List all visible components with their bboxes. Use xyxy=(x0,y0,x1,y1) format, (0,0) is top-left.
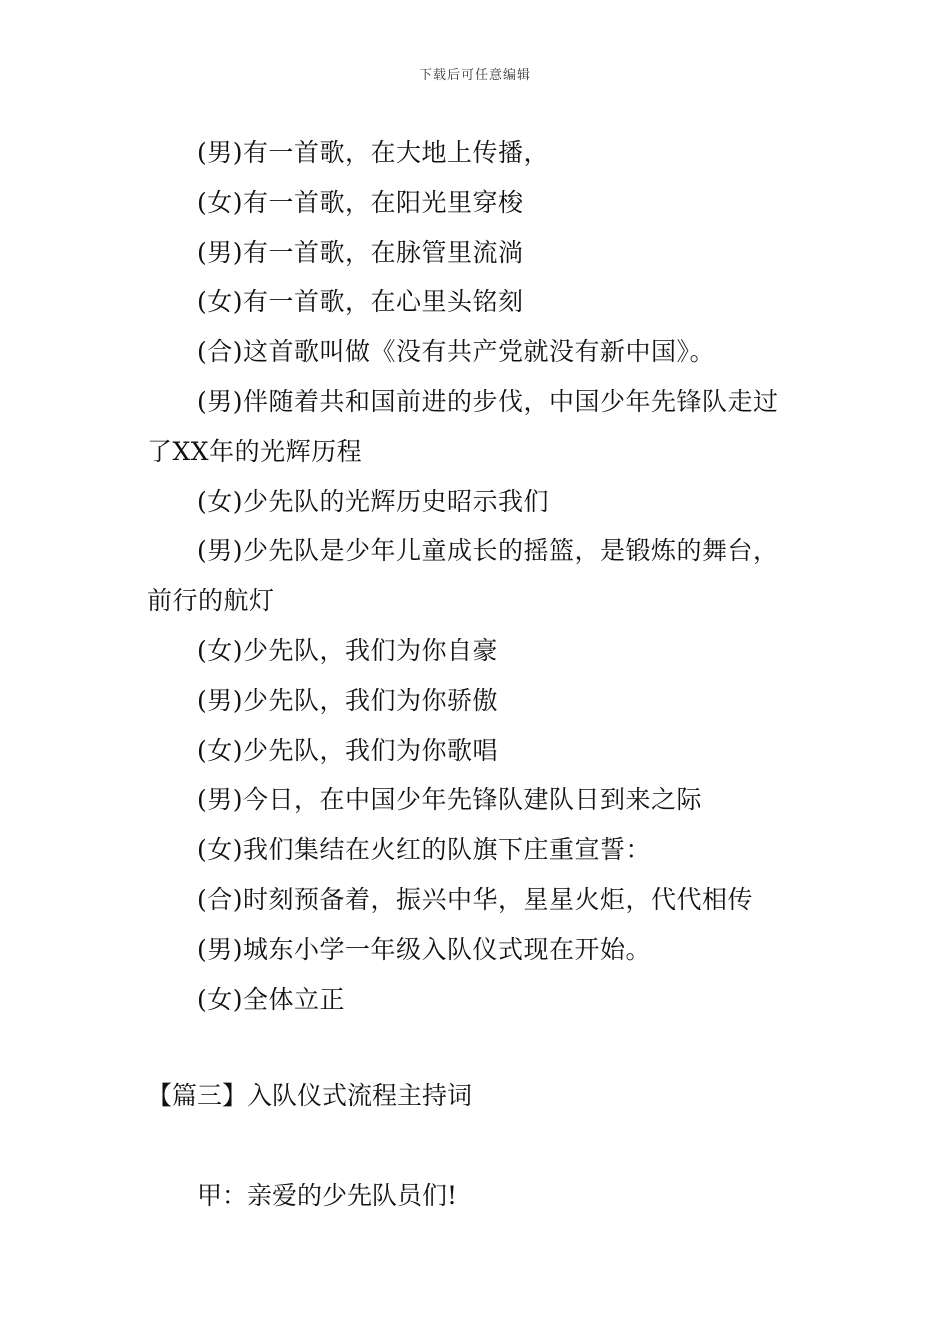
script-line: (女)少先队的光辉历史昭示我们 xyxy=(197,486,550,516)
script-line: (女)少先队，我们为你歌唱 xyxy=(197,735,499,765)
section-heading: 【篇三】入队仪式流程主持词 xyxy=(147,1081,473,1110)
script-line: (男)今日，在中国少年先锋队建队日到来之际 xyxy=(197,785,703,815)
script-line: 了XX年的光辉历程 xyxy=(147,436,363,466)
script-line: (女)有一首歌，在心里头铭刻 xyxy=(197,287,524,317)
script-line: (男)伴随着共和国前进的步伐，中国少年先锋队走过 xyxy=(197,386,779,416)
script-line: (女)有一首歌，在阳光里穿梭 xyxy=(197,187,524,217)
script-line: (合)这首歌叫做《没有共产党就没有新中国》。 xyxy=(197,337,716,367)
header-note: 下载后可任意编辑 xyxy=(418,68,531,83)
script-line: (女)少先队，我们为你自豪 xyxy=(197,635,499,665)
script-line: 前行的航灯 xyxy=(147,586,275,616)
script-line: (男)有一首歌，在脉管里流淌 xyxy=(197,237,524,267)
script-line: (男)少先队是少年儿童成长的摇篮，是锻炼的舞台， xyxy=(197,536,779,566)
script-line: (男)有一首歌，在大地上传播， xyxy=(197,138,550,167)
script-body xyxy=(147,128,817,1024)
closing-line: 甲：亲爱的少先队员们! xyxy=(197,1181,458,1210)
script-line: (男)城东小学一年级入队仪式现在开始。 xyxy=(197,934,652,964)
script-line: (女)我们集结在火红的队旗下庄重宣誓： xyxy=(197,835,652,865)
script-line: (女)全体立正 xyxy=(197,984,346,1014)
script-line: (男)少先队，我们为你骄傲 xyxy=(197,685,499,715)
script-line: (合)时刻预备着，振兴中华，星星火炬，代代相传 xyxy=(197,884,754,914)
